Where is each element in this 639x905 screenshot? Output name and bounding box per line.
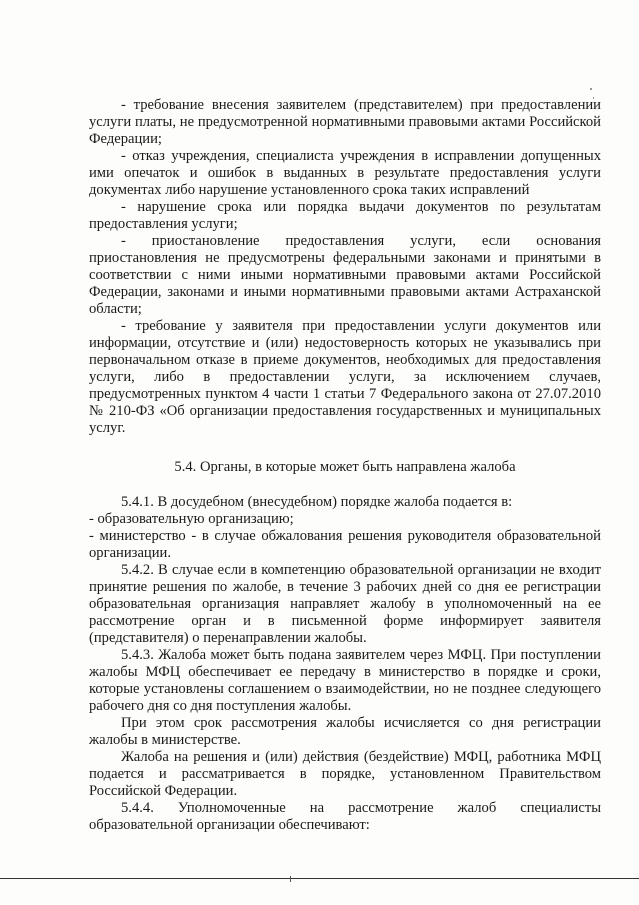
scan-speck: [590, 88, 592, 90]
paragraph-5-4-4: 5.4.4. Уполномоченные на рассмотрение жалоб специалисты образовательной организации обеспечивают:: [89, 800, 601, 833]
document-body: [89, 97, 601, 834]
section-heading: 5.4. Органы, в которые может быть направлена жалоба: [174, 459, 516, 475]
page-bottom-rule: [0, 878, 639, 879]
page-bottom-tick: [290, 876, 291, 882]
paragraph-5-4-2: 5.4.2. В случае если в компетенцию образовательной организации не входит принятие решения по жалобе, в течение 3 рабочих дней со дня ее регистрации образовательная организация направляет жалобу в уполномоченный на ее рассмотрение орган и в письменной форме информирует заявителя (представителя) о перенаправлении жалобы.: [89, 562, 601, 646]
list-item-educational-org: - образовательную организацию;: [89, 511, 294, 527]
paragraph-refusal-corrections: - отказ учреждения, специалиста учреждения в исправлении допущенных ими опечаток и ошибок в выданных в результате предоставления услуги документах либо нарушение установленного срока таких исправлений: [89, 148, 601, 198]
paragraph-deadline-violation: - нарушение срока или порядка выдачи документов по результатам предоставления услуги;: [89, 199, 601, 232]
paragraph-suspension: - приостановление предоставления услуги, если основания приостановления не предусмотрены федеральными законами и принятыми в соответствии с ними иными нормативными правовыми актами Российской Федерации, законами и иными нормативными правовыми актами Астраханской области;: [89, 233, 601, 317]
paragraph-5-4-1: 5.4.1. В досудебном (внесудебном) порядке жалоба подается в:: [121, 494, 513, 510]
list-item-ministry: - министерство - в случае обжалования решения руководителя образовательной организации.: [89, 528, 601, 561]
paragraph-review-term: При этом срок рассмотрения жалобы исчисляется со дня регистрации жалобы в министерстве.: [89, 715, 601, 748]
paragraph-5-4-3: 5.4.3. Жалоба может быть подана заявителем через МФЦ. При поступлении жалобы МФЦ обеспечивает ее передачу в министерство в порядке и сроки, которые установлены соглашением о взаимодействии, но не позднее следующего рабочего дня со дня поступления жалобы.: [89, 647, 601, 714]
paragraph-fee-requirement: - требование внесения заявителем (представителем) при предоставлении услуги платы, не предусмотренной нормативными правовыми актами Российской Федерации;: [89, 97, 601, 147]
paragraph-document-requirement: - требование у заявителя при предоставлении услуги документов или информации, отсутствие и (или) недостоверность которых не указывались при первоначальном отказе в приеме документов, необходимых для предоставления услуги, либо в предоставлении услуги, за исключением случаев, предусмотренных пунктом 4 части 1 статьи 7 Федерального закона от 27.07.2010 № 210-ФЗ «Об организации предоставления государственных и муниципальных услуг.: [89, 318, 601, 436]
paragraph-mfc-complaint: Жалоба на решения и (или) действия (бездействие) МФЦ, работника МФЦ подается и рассматривается в порядке, установленном Правительством Российской Федерации.: [89, 749, 601, 799]
